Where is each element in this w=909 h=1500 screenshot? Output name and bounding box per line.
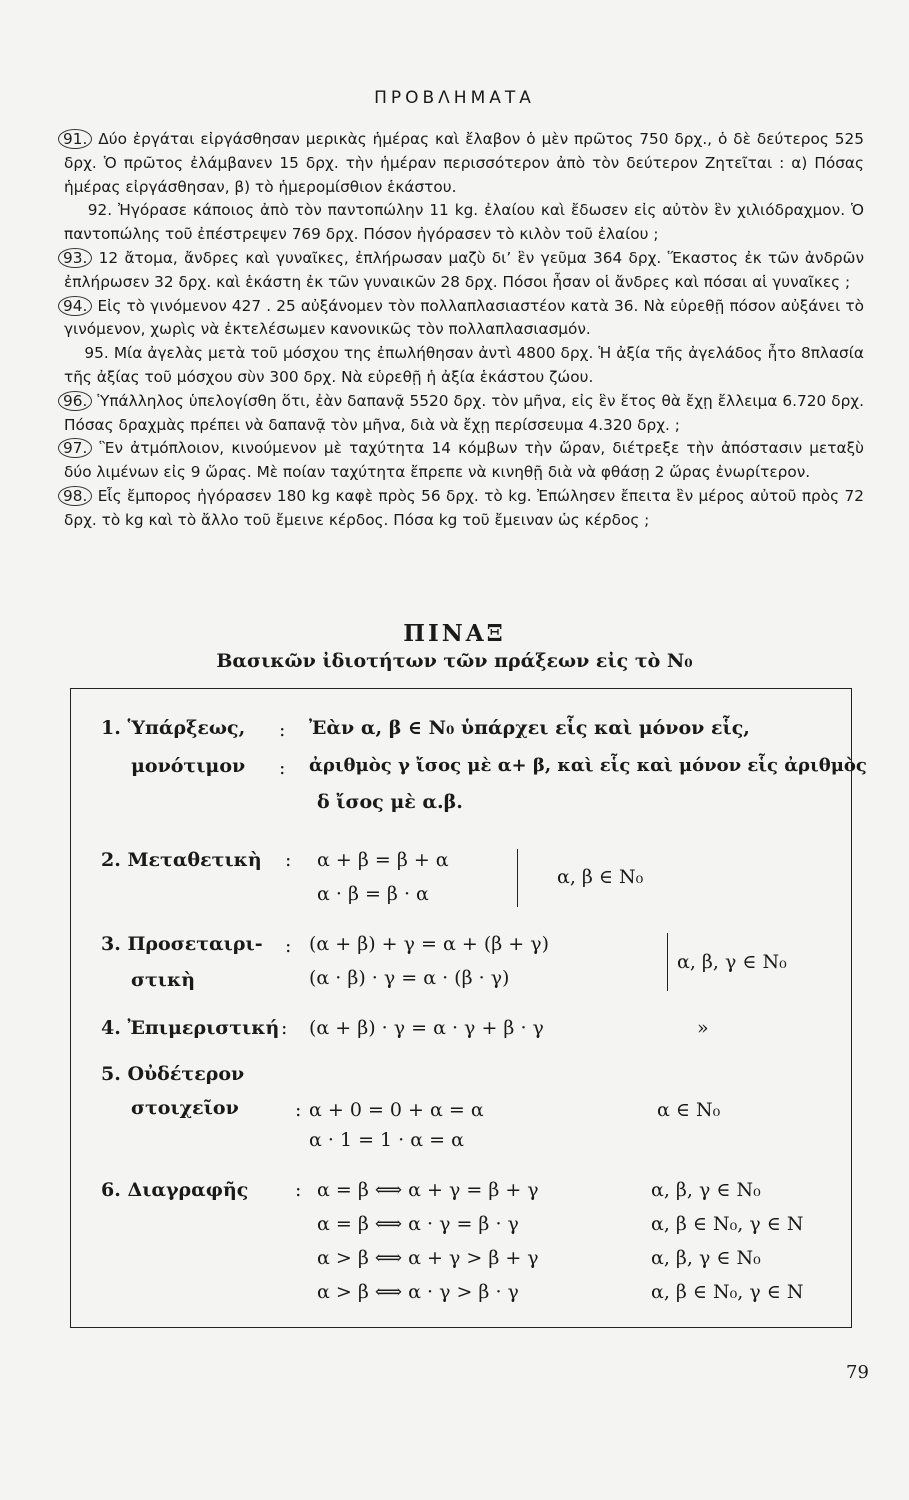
row2-label: 2. Μεταθετικὴ	[101, 849, 262, 871]
row6-label: 6. Διαγραφῆς	[101, 1179, 249, 1201]
problem-number: 94.	[58, 296, 92, 316]
row5-line2: α · 1 = 1 · α = α	[309, 1129, 464, 1151]
row5-label: 5. Οὐδέτερον	[101, 1063, 245, 1085]
row6-cond4: α, β ∈ N₀, γ ∈ N	[651, 1281, 804, 1303]
row4-label: 4. Ἐπιμεριστική	[101, 1017, 280, 1039]
page-heading: ΠΡΟΒΛΗΜΑΤΑ	[374, 88, 535, 108]
row1-line1: Ἐὰν α, β ∈ N₀ ὑπάρχει εἷς καὶ μόνον εἷς,	[309, 717, 750, 739]
problem-91	[64, 128, 864, 199]
problem-92	[64, 199, 864, 247]
row6-cond1: α, β, γ ∈ N₀	[651, 1179, 761, 1201]
row3-label: 3. Προσεταιρι-	[101, 933, 263, 955]
row1-label-cont: μονότιμον	[131, 755, 246, 777]
row3-colon: :	[285, 935, 292, 957]
row4-colon: :	[281, 1017, 288, 1039]
row2-brace	[511, 849, 518, 907]
row1-line3: δ ἴσος μὲ α.β.	[317, 791, 463, 813]
row2-line2: α · β = β · α	[317, 883, 429, 905]
problem-number: 95.	[84, 344, 109, 363]
problem-number: 96.	[58, 391, 92, 411]
problem-number: 97.	[58, 438, 92, 458]
problem-98	[64, 485, 864, 533]
row1-colon-2: :	[279, 757, 286, 779]
row4-line1: (α + β) · γ = α · γ + β · γ	[309, 1017, 544, 1039]
row2-condition: α, β ∈ N₀	[557, 866, 644, 888]
row1-line2: ἀριθμὸς γ ἴσος μὲ α+ β, καὶ εἷς καὶ μόνον εἷς ἀριθμὸς	[309, 755, 867, 776]
row1-colon: :	[279, 719, 286, 741]
row6-line3: α > β ⟺ α + γ > β + γ	[317, 1247, 539, 1269]
row6-cond3: α, β, γ ∈ N₀	[651, 1247, 761, 1269]
row3-label-cont: στικὴ	[131, 969, 196, 991]
problem-number: 91.	[58, 129, 92, 149]
properties-table	[70, 688, 867, 1328]
row5-colon: :	[295, 1099, 302, 1121]
row4-condition: »	[697, 1017, 709, 1039]
problem-text: Εἷς ἔμπορος ἠγόρασεν 180 kg καφὲ πρὸς 56 δρχ. τὸ kg. Ἐπώλησεν ἔπειτα ἓν μέρος αὐτοῦ πρὸς 72 δρχ. τὸ kg καὶ τὸ ἄλλο τοῦ ἔμεινε κέρδος. Πόσα kg τοῦ ἔμειναν ὡς κέρδος ;	[64, 486, 864, 529]
row3-line1: (α + β) + γ = α + (β + γ)	[309, 933, 549, 955]
problem-number: 92.	[87, 201, 113, 220]
problem-text: Ὑπάλληλος ὑπελογίσθη ὅτι, ἐὰν δαπανᾷ 5520 δρχ. τὸν μῆνα, εἰς ἓν ἔτος θὰ ἔχῃ ἔλλειμα 6.720 δρχ. Πόσας δραχμὰς πρέπει νὰ δαπανᾷ τὸν μῆνα, διὰ νὰ ἔχῃ περίσσευμα 4.320 δρχ. ;	[64, 391, 864, 434]
problem-95	[64, 342, 864, 390]
row6-colon: :	[295, 1179, 302, 1201]
table-subtitle: Βασικῶν ἰδιοτήτων τῶν πράξεων εἰς τὸ N₀	[216, 650, 693, 672]
problem-94	[64, 295, 864, 343]
problem-text: Εἰς τὸ γινόμενον 427 . 25 αὐξάνομεν τὸν πολλαπλασιαστέον κατὰ 36. Νὰ εὑρεθῇ πόσον αὐξάνει τὸ γινόμενον, χωρὶς νὰ ἐκτελέσωμεν κανονικῶς τὸν πολλαπλασιασμόν.	[64, 296, 865, 339]
row6-line2: α = β ⟺ α · γ = β · γ	[317, 1213, 519, 1235]
row1-label: 1. Ὑπάρξεως,	[101, 717, 246, 739]
problem-text: Ἓν ἀτμόπλοιον, κινούμενον μὲ ταχύτητα 14 κόμβων τὴν ὥραν, διέτρεξε τὴν ἀπόστασιν μεταξὺ δύο λιμένων εἰς 9 ὥρας. Μὲ ποίαν ταχύτητα ἔπρεπε νὰ κινηθῇ διὰ νὰ φθάσῃ 2 ὥρας ἐνωρίτερον.	[64, 439, 864, 482]
page-number: 79	[846, 1362, 869, 1383]
row2-line1: α + β = β + α	[317, 849, 449, 871]
problem-text: Ἠγόρασε κάποιος ἀπὸ τὸν παντοπώλην 11 kg. ἐλαίου καὶ ἔδωσεν εἰς αὐτὸν ἓν χιλιόδραχμον. Ὁ παντοπώλης τοῦ ἐπέστρεψεν 769 δρχ. Πόσον ἠγόρασεν τὸ κιλὸν τοῦ ἐλαίου ;	[64, 201, 864, 244]
row5-condition: α ∈ N₀	[657, 1099, 721, 1121]
problem-number: 93.	[58, 248, 92, 268]
problem-text: 12 ἄτομα, ἄνδρες καὶ γυναῖκες, ἐπλήρωσαν μαζὺ δι’ ἓν γεῦμα 364 δρχ. Ἕκαστος ἐκ τῶν ἀνδρῶν ἐπλήρωσεν 32 δρχ. καὶ ἑκάστη ἐκ τῶν γυναικῶν 28 δρχ. Πόσοι ἦσαν οἱ ἄνδρες καὶ πόσαι αἱ γυναῖκες ;	[64, 248, 864, 291]
problem-96	[64, 390, 864, 438]
row3-brace	[661, 933, 668, 991]
problems-list	[64, 128, 864, 533]
row5-line1: α + 0 = 0 + α = α	[309, 1099, 484, 1121]
row6-line4: α > β ⟺ α · γ > β · γ	[317, 1281, 519, 1303]
row3-condition: α, β, γ ∈ N₀	[677, 951, 787, 973]
problem-number: 98.	[58, 486, 92, 506]
problem-97	[64, 437, 864, 485]
row3-line2: (α · β) · γ = α · (β · γ)	[309, 967, 510, 989]
row2-colon: :	[285, 849, 292, 871]
problem-93	[64, 247, 864, 295]
problem-text: Μία ἀγελὰς μετὰ τοῦ μόσχου της ἐπωλήθησαν ἀντὶ 4800 δρχ. Ἡ ἀξία τῆς ἀγελάδος ἦτο 8πλασία τῆς ἀξίας τοῦ μόσχου σὺν 300 δρχ. Νὰ εὑρεθῇ ἡ ἀξία ἑκάστου ζώου.	[64, 344, 864, 386]
problem-text: Δύο ἐργάται εἰργάσθησαν μερικὰς ἡμέρας καὶ ἔλαβον ὁ μὲν πρῶτος 750 δρχ., ὁ δὲ δεύτερος 525 δρχ. Ὁ πρῶτος ἐλάμβανεν 15 δρχ. τὴν ἡμέραν περισσότερον ἀπὸ τὸν δεύτερον Ζητεῖται : α) Πόσας ἡμέρας εἰργάσθησαν, β) τὸ ἡμερομίσθιον ἑκάστου.	[64, 130, 864, 196]
row5-label-cont: στοιχεῖον	[131, 1097, 239, 1119]
row6-cond2: α, β ∈ N₀, γ ∈ N	[651, 1213, 804, 1235]
row6-line1: α = β ⟺ α + γ = β + γ	[317, 1179, 539, 1201]
table-title: ΠΙΝΑΞ	[403, 620, 506, 647]
